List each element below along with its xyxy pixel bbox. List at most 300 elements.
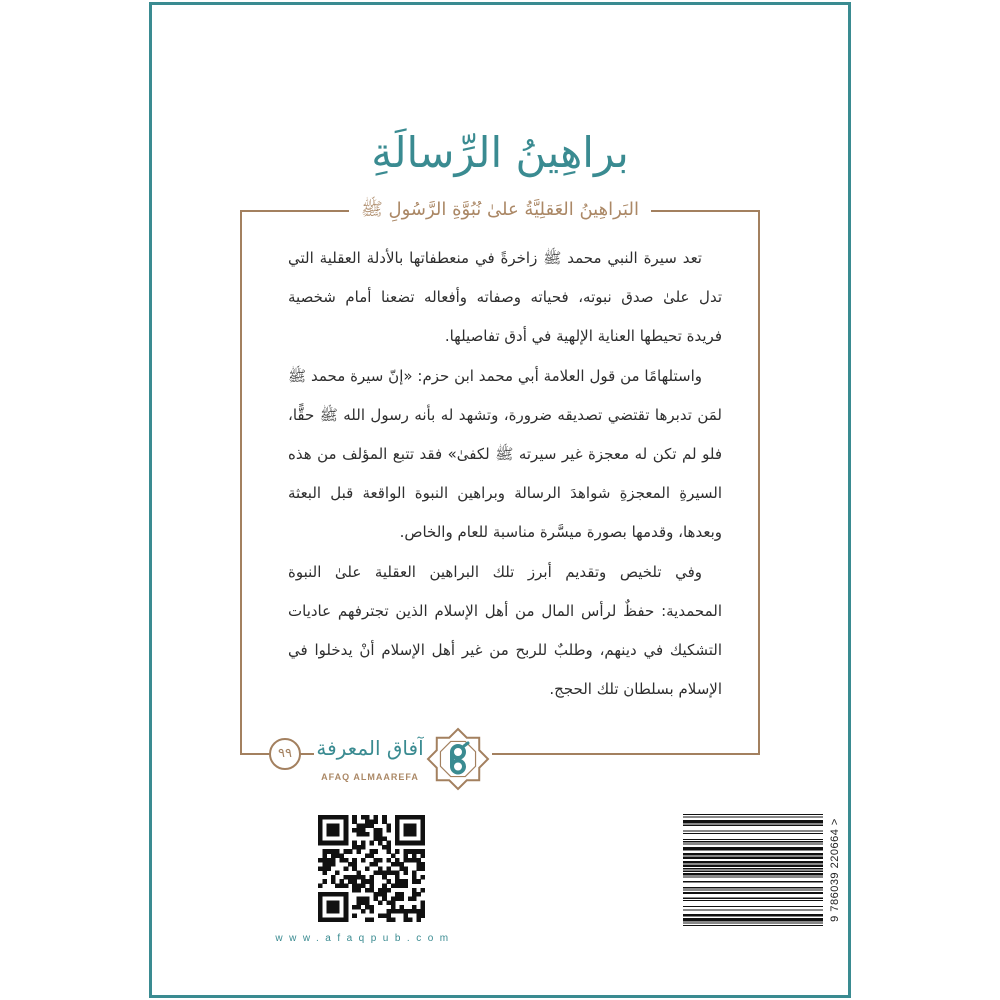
qr-module [421, 836, 425, 841]
qr-module [378, 871, 383, 876]
qr-module [327, 892, 332, 897]
barcode-bar [683, 820, 823, 824]
qr-module [395, 815, 400, 820]
blurb-line: واستلهامًا من قول العلامة أبي محمد ابن حزم: «إنّ سيرة محمد ﷺ [288, 366, 702, 385]
qr-module [318, 909, 323, 914]
qr-module [408, 896, 413, 901]
qr-module [386, 879, 391, 884]
qr-module [408, 849, 413, 854]
qr-module [382, 819, 387, 824]
qr-module [404, 913, 409, 918]
qr-module [327, 905, 332, 910]
qr-module [395, 836, 400, 841]
qr-module [335, 832, 340, 837]
qr-module [408, 918, 413, 922]
qr-module [408, 832, 413, 837]
qr-module [378, 832, 383, 837]
publisher-name-english: AFAQ ALMAAREFA [321, 772, 419, 782]
qr-module [408, 841, 413, 846]
qr-module [322, 815, 327, 820]
qr-module [352, 905, 357, 910]
blurb-line: الإسلام بسلطان تلك الحجج. [549, 680, 722, 699]
qr-module [416, 858, 421, 863]
blurb-line: السيرةِ المعجزةِ شواهدَ الرسالة وبراهين النبوة الواقعة قبل البعثة [288, 484, 722, 503]
qr-module [386, 913, 391, 918]
qr-module [331, 892, 336, 897]
qr-module [408, 858, 413, 863]
qr-module [352, 888, 357, 893]
qr-module [331, 854, 336, 859]
barcode-bar [683, 918, 823, 922]
qr-module [361, 901, 366, 906]
barcode-bar [683, 906, 823, 907]
qr-module [416, 866, 421, 871]
qr-module [318, 824, 323, 829]
qr-module [421, 875, 425, 880]
qr-module [374, 862, 379, 867]
qr-module [357, 849, 362, 854]
blurb-line: فريدة تحيطها العناية الإلهية في أدق تفاصيلها. [444, 327, 722, 346]
qr-module [335, 918, 340, 922]
qr-module [335, 883, 340, 888]
qr-module [391, 901, 396, 906]
qr-module [412, 896, 417, 901]
blurb-line: تدل علىٰ صدق نبوته، فحياته وصفاته وأفعاله تضعنا أمام شخصية [288, 288, 722, 307]
qr-module [335, 909, 340, 914]
qr-module [365, 888, 370, 893]
qr-module [344, 896, 349, 901]
qr-module [412, 854, 417, 859]
qr-module [322, 858, 327, 863]
qr-module [327, 841, 332, 846]
qr-module [369, 819, 374, 824]
qr-module [386, 858, 391, 863]
qr-module [382, 913, 387, 918]
qr-module [322, 841, 327, 846]
qr-module [399, 883, 404, 888]
barcode-bar [683, 814, 823, 815]
qr-module [357, 883, 362, 888]
qr-module [408, 824, 413, 829]
barcode-bar [683, 887, 823, 888]
octagon-star-logo-icon [426, 727, 490, 791]
qr-module [395, 871, 400, 876]
qr-module [361, 896, 366, 901]
qr-module [369, 888, 374, 893]
qr-module [408, 815, 413, 820]
qr-module [386, 866, 391, 871]
qr-module [378, 858, 383, 863]
barcode-bar [683, 876, 823, 877]
qr-module [339, 841, 344, 846]
qr-module [331, 841, 336, 846]
qr-module [412, 892, 417, 897]
qr-module [365, 918, 370, 922]
qr-module [391, 871, 396, 876]
barcode-bar [683, 871, 823, 872]
qr-module [416, 892, 421, 897]
qr-module [348, 862, 353, 867]
qr-module [382, 845, 387, 850]
qr-module [344, 901, 349, 906]
qr-module [361, 858, 366, 863]
qr-module [421, 901, 425, 906]
qr-module [322, 871, 327, 876]
barcode-bar [683, 825, 823, 826]
qr-module [344, 913, 349, 918]
qr-module [412, 832, 417, 837]
blurb-line: وبعدها، وقدمها بصورة ميسَّرة مناسبة للعام والخاص. [399, 523, 722, 542]
qr-module [416, 879, 421, 884]
qr-module [365, 901, 370, 906]
qr-module [391, 896, 396, 901]
qr-module [399, 905, 404, 910]
qr-module [352, 883, 357, 888]
qr-module [416, 815, 421, 820]
qr-module [386, 909, 391, 914]
qr-module [331, 828, 336, 833]
qr-module [318, 918, 323, 922]
qr-module [357, 875, 362, 880]
qr-module [327, 901, 332, 906]
qr-module [318, 896, 323, 901]
qr-module [404, 854, 409, 859]
barcode-bar [683, 922, 823, 923]
qr-module [327, 849, 332, 854]
qr-module [369, 849, 374, 854]
qr-module [365, 879, 370, 884]
qr-module [344, 909, 349, 914]
qr-module [344, 824, 349, 829]
qr-module [395, 858, 400, 863]
blurb-line: وفي تلخيص وتقديم أبرز تلك البراهين العقلية علىٰ النبوة [288, 562, 702, 581]
barcode-bar [683, 909, 823, 910]
blurb-line: فلو لم تكن له معجزة غير سيرته ﷺ لكفىٰ» فقد تتبع المؤلف من هذه [288, 444, 722, 463]
qr-module [331, 832, 336, 837]
qr-module [344, 875, 349, 880]
qr-module [421, 909, 425, 914]
qr-module [361, 845, 366, 850]
qr-module [378, 828, 383, 833]
qr-module [386, 871, 391, 876]
qr-module [335, 815, 340, 820]
qr-module [374, 858, 379, 863]
qr-module [344, 918, 349, 922]
qr-module [357, 871, 362, 876]
qr-module [374, 819, 379, 824]
qr-module [378, 836, 383, 841]
qr-module [335, 905, 340, 910]
qr-module [369, 879, 374, 884]
qr-module [357, 901, 362, 906]
blurb-line: تعد سيرة النبي محمد ﷺ زاخرةً في منعطفاتها بالأدلة العقلية التي [288, 249, 702, 267]
qr-module [391, 918, 396, 922]
qr-module [374, 871, 379, 876]
barcode-bar [683, 841, 823, 842]
qr-module [318, 866, 323, 871]
qr-module [365, 854, 370, 859]
qr-module [344, 815, 349, 820]
qr-module [386, 918, 391, 922]
qr-module [382, 871, 387, 876]
qr-module [344, 819, 349, 824]
publisher-name-arabic: آفاق المعرفة [316, 736, 424, 760]
qr-module [395, 892, 400, 897]
qr-module [344, 866, 349, 871]
qr-module [386, 849, 391, 854]
qr-module [391, 905, 396, 910]
qr-module [335, 841, 340, 846]
qr-module [318, 883, 323, 888]
qr-module [335, 901, 340, 906]
qr-module [357, 896, 362, 901]
qr-module [412, 888, 417, 893]
qr-module [344, 883, 349, 888]
qr-module [318, 892, 323, 897]
qr-module [365, 866, 370, 871]
qr-module [335, 828, 340, 833]
qr-module [399, 879, 404, 884]
qr-module [318, 841, 323, 846]
qr-module [386, 828, 391, 833]
qr-module [421, 819, 425, 824]
qr-module [344, 828, 349, 833]
qr-module [352, 858, 357, 863]
barcode-bar [683, 925, 823, 926]
qr-module [369, 918, 374, 922]
qr-module [357, 828, 362, 833]
qr-module [348, 849, 353, 854]
qr-module [361, 832, 366, 837]
qr-module [352, 819, 357, 824]
qr-module [395, 819, 400, 824]
qr-module [386, 824, 391, 829]
qr-module [357, 888, 362, 893]
qr-module [331, 815, 336, 820]
qr-module [399, 841, 404, 846]
barcode-bar [683, 831, 823, 832]
qr-module [335, 824, 340, 829]
qr-module [378, 888, 383, 893]
qr-module [318, 913, 323, 918]
qr-module [404, 841, 409, 846]
qr-module [357, 824, 362, 829]
qr-module [352, 845, 357, 850]
qr-module [421, 913, 425, 918]
qr-module [412, 909, 417, 914]
qr-module [412, 905, 417, 910]
qr-module [421, 905, 425, 910]
isbn-arrow: > [829, 818, 841, 826]
qr-module [386, 841, 391, 846]
qr-module [404, 871, 409, 876]
qr-module [352, 875, 357, 880]
qr-module [421, 862, 425, 867]
qr-module [395, 909, 400, 914]
qr-module [382, 888, 387, 893]
qr-module [335, 854, 340, 859]
barcode-bar [683, 833, 823, 834]
qr-module [382, 875, 387, 880]
qr-module [322, 892, 327, 897]
qr-module [421, 888, 425, 893]
qr-module [374, 849, 379, 854]
qr-module [327, 832, 332, 837]
qr-module [352, 913, 357, 918]
qr-module [365, 896, 370, 901]
qr-module [339, 918, 344, 922]
book-subtitle: البَراهِينُ العَقلِيَّةُ علىٰ نُبُوَّةِ الرَّسُولِ ﷺ [349, 193, 651, 227]
isbn-barcode [683, 814, 823, 926]
qr-module [421, 854, 425, 859]
qr-module [365, 832, 370, 837]
blurb-line: لمَن تدبرها تقتضي تصديقه ضرورة، وتشهد له بأنه رسول الله ﷺ حقًّا، [288, 405, 722, 424]
qr-module [404, 815, 409, 820]
qr-module [421, 841, 425, 846]
qr-module [331, 905, 336, 910]
qr-module [322, 879, 327, 884]
barcode-bar [683, 865, 823, 867]
qr-module [322, 854, 327, 859]
qr-module [421, 828, 425, 833]
qr-module [374, 828, 379, 833]
qr-module [399, 815, 404, 820]
qr-module [361, 875, 366, 880]
qr-module [357, 845, 362, 850]
qr-module [421, 824, 425, 829]
qr-module [339, 892, 344, 897]
qr-module [421, 815, 425, 820]
qr-module [339, 883, 344, 888]
qr-module [412, 875, 417, 880]
qr-module [339, 854, 344, 859]
blurb-paragraph-1 [288, 239, 722, 357]
qr-module [399, 896, 404, 901]
qr-module [408, 828, 413, 833]
qr-module [416, 849, 421, 854]
qr-module [369, 875, 374, 880]
qr-module [318, 819, 323, 824]
qr-module [335, 892, 340, 897]
series-number-badge: ٩٩ [269, 738, 301, 770]
qr-module [365, 824, 370, 829]
qr-module [382, 892, 387, 897]
qr-module [361, 841, 366, 846]
qr-module [322, 862, 327, 867]
qr-code-icon [318, 815, 425, 922]
qr-module [412, 815, 417, 820]
isbn-digits [828, 814, 842, 926]
qr-module [361, 879, 366, 884]
qr-module [421, 866, 425, 871]
qr-module [331, 875, 336, 880]
qr-module [382, 836, 387, 841]
qr-module [412, 828, 417, 833]
qr-module [391, 909, 396, 914]
barcode-bar [683, 873, 823, 875]
qr-module [374, 832, 379, 837]
qr-module [404, 918, 409, 922]
qr-module [399, 909, 404, 914]
qr-module [382, 883, 387, 888]
qr-module [352, 828, 357, 833]
qr-module [322, 849, 327, 854]
qr-module [365, 819, 370, 824]
qr-module [412, 879, 417, 884]
barcode-bar [683, 816, 823, 817]
qr-module [327, 824, 332, 829]
qr-module [327, 858, 332, 863]
qr-module [361, 828, 366, 833]
qr-module [416, 841, 421, 846]
qr-module [327, 828, 332, 833]
qr-module [322, 866, 327, 871]
qr-module [352, 866, 357, 871]
blurb-line: المحمدية: حفظٌ لرأس المال من أهل الإسلام الذين تجترفهم عاديات [288, 601, 722, 620]
qr-module [335, 871, 340, 876]
qr-module [395, 824, 400, 829]
qr-module [395, 883, 400, 888]
qr-module [344, 858, 349, 863]
book-title: براهِينُ الرِّسالَةِ [371, 128, 629, 177]
qr-module [404, 883, 409, 888]
qr-module [318, 905, 323, 910]
qr-module [399, 892, 404, 897]
qr-module [404, 866, 409, 871]
barcode-bar [683, 861, 823, 863]
qr-module [395, 832, 400, 837]
qr-module [395, 879, 400, 884]
qr-module [335, 849, 340, 854]
qr-module [395, 841, 400, 846]
qr-module [404, 849, 409, 854]
qr-module [399, 866, 404, 871]
qr-module [344, 892, 349, 897]
barcode-bar [683, 898, 823, 899]
qr-module [331, 901, 336, 906]
barcode-bar [683, 881, 823, 882]
qr-module [331, 862, 336, 867]
qr-module [339, 815, 344, 820]
barcode-bar [683, 868, 823, 869]
qr-module [416, 918, 421, 922]
qr-module [318, 901, 323, 906]
qr-module [318, 836, 323, 841]
qr-module [412, 824, 417, 829]
qr-module [369, 883, 374, 888]
qr-module [378, 901, 383, 906]
qr-module [404, 828, 409, 833]
qr-module [318, 832, 323, 837]
qr-module [378, 892, 383, 897]
qr-module [391, 862, 396, 867]
qr-module [348, 879, 353, 884]
barcode-bar [683, 839, 823, 840]
qr-module [404, 824, 409, 829]
blurb-paragraph-2 [288, 357, 722, 553]
qr-module [369, 862, 374, 867]
barcode-bar [683, 856, 823, 858]
qr-module [404, 832, 409, 837]
qr-module [339, 858, 344, 863]
qr-module [331, 879, 336, 884]
qr-module [395, 849, 400, 854]
qr-module [369, 905, 374, 910]
qr-module [331, 824, 336, 829]
qr-module [378, 913, 383, 918]
qr-module [416, 862, 421, 867]
qr-module [327, 862, 332, 867]
